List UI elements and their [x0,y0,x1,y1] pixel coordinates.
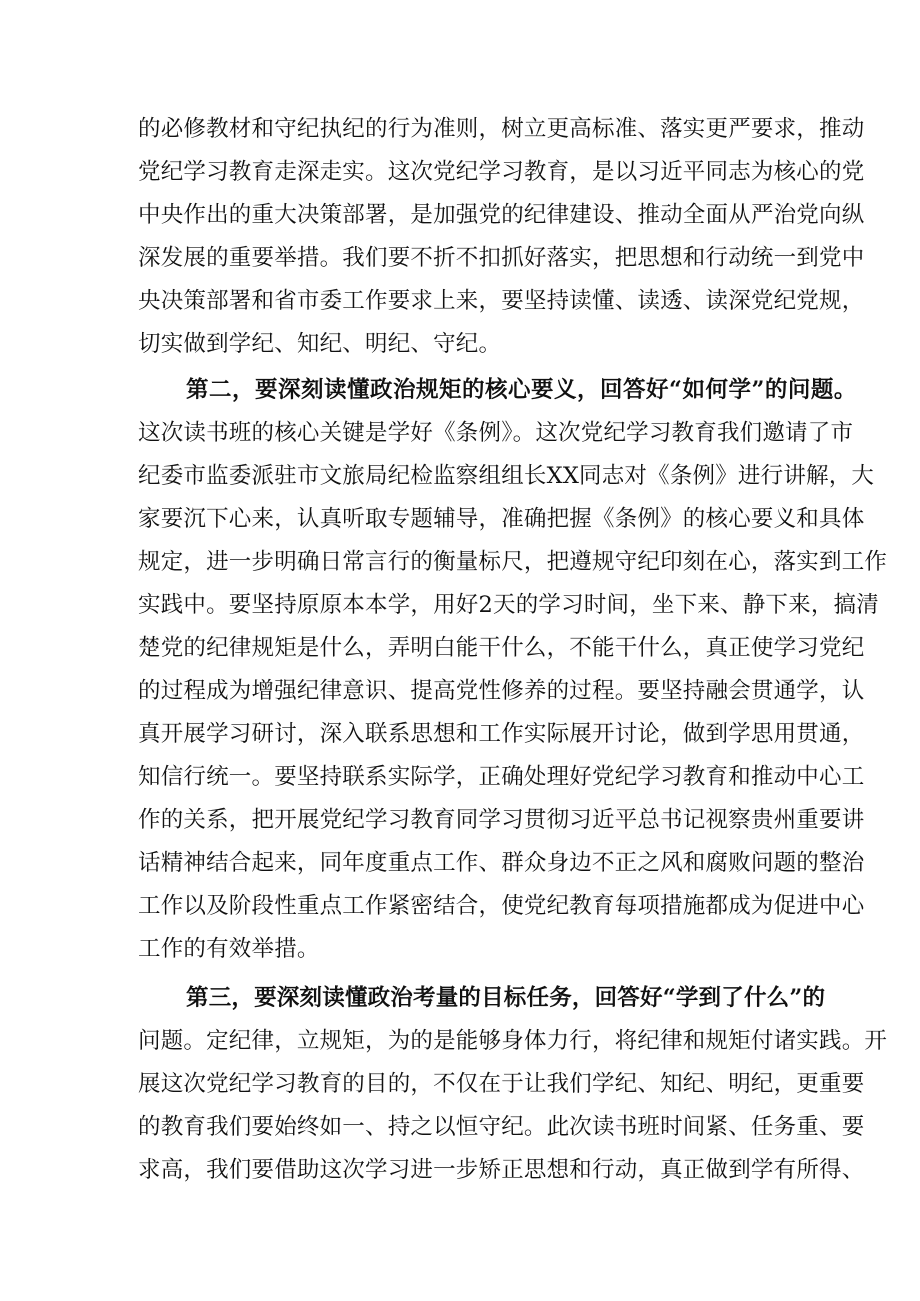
paragraph-1-line-4: 深发展的重要举措。我们要不折不扣抓好落实，把思想和行动统一到党中 [138,245,865,271]
paragraph-3-line-3: 的教育我们要始终如一、持之以恒守纪。此次读书班时间紧、任务重、要 [138,1114,865,1140]
paragraph-3-heading: 第三，要深刻读懂政治考量的目标任务，回答好“学到了什么”的 [186,985,826,1011]
paragraph-2-line-6: 楚党的纪律规矩是什么，弄明白能干什么，不能干什么，真正使学习党纪 [138,635,865,661]
paragraph-3-line-2: 展这次党纪学习教育的目的，不仅在于让我们学纪、知纪、明纪，更重要 [138,1071,865,1097]
paragraph-2-line-10: 作的关系，把开展党纪学习教育同学习贯彻习近平总书记视察贵州重要讲 [138,807,865,833]
paragraph-2-line-13: 工作的有效举措。 [138,936,320,962]
paragraph-1-line-5: 央决策部署和省市委工作要求上来，要坚持读懂、读透、读深党纪党规， [138,288,865,314]
paragraph-1-line-1: 的必修教材和守纪执纪的行为准则，树立更高标准、落实更严要求，推动 [138,116,865,142]
paragraph-2-line-12: 工作以及阶段性重点工作紧密结合，使党纪教育每项措施都成为促进中心 [138,893,865,919]
paragraph-2-line-11: 话精神结合起来，同年度重点工作、群众身边不正之风和腐败问题的整治 [138,850,865,876]
paragraph-1-line-3: 中央作出的重大决策部署，是加强党的纪律建设、推动全面从严治党向纵 [138,202,865,228]
paragraph-3-line-1: 问题。定纪律，立规矩，为的是能够身体力行，将纪律和规矩付诸实践。开 [138,1028,888,1054]
paragraph-3-line-4: 求高，我们要借助这次学习进一步矫正思想和行动，真正做到学有所得、 [138,1157,865,1183]
paragraph-1-line-2: 党纪学习教育走深走实。这次党纪学习教育，是以习近平同志为核心的党 [138,159,865,185]
paragraph-2-line-8: 真开展学习研讨，深入联系思想和工作实际展开讨论，做到学思用贯通， [138,721,865,747]
paragraph-2-line-9: 知信行统一。要坚持联系实际学，正确处理好党纪学习教育和推动中心工 [138,764,865,790]
paragraph-2-heading: 第二，要深刻读懂政治规矩的核心要义，回答好“如何学”的问题。 [186,377,857,403]
paragraph-2-line-1: 这次读书班的核心关键是学好《条例》。这次党纪学习教育我们邀请了市 [138,420,854,446]
paragraph-2-line-4: 规定，进一步明确日常言行的衡量标尺，把遵规守纪印刻在心，落实到工作 [138,549,888,575]
paragraph-2-line-7: 的过程成为增强纪律意识、提高党性修养的过程。要坚持融会贯通学，认 [138,678,865,704]
paragraph-2-line-5: 实践中。要坚持原原本本学，用好2天的学习时间，坐下来、静下来，搞清 [138,592,879,618]
paragraph-2-line-3: 家要沉下心来，认真听取专题辅导，准确把握《条例》的核心要义和具体 [138,506,865,532]
paragraph-2-line-2: 纪委市监委派驻市文旅局纪检监察组组长XX同志对《条例》进行讲解，大 [138,463,875,489]
paragraph-1-line-6: 切实做到学纪、知纪、明纪、守纪。 [138,331,502,357]
